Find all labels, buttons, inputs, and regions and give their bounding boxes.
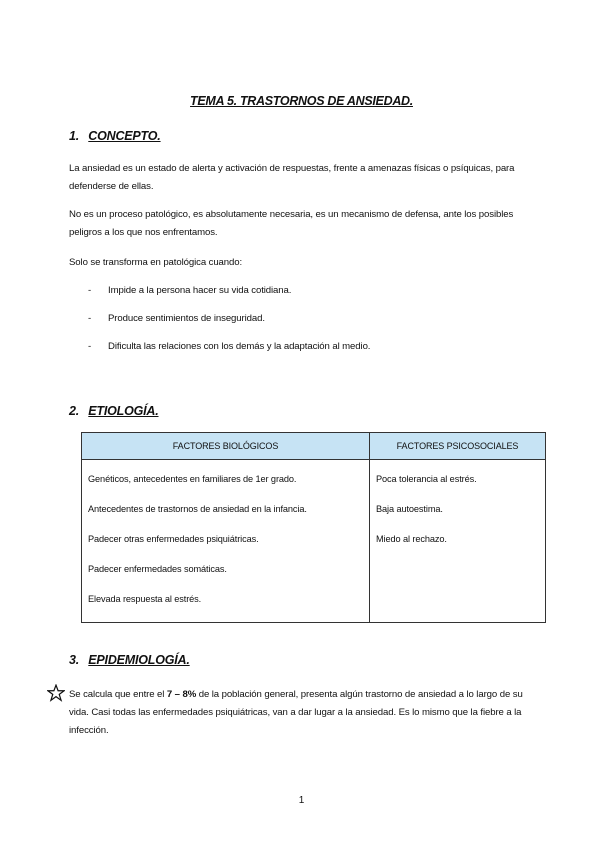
document-title: TEMA 5. TRASTORNOS DE ANSIEDAD. bbox=[190, 94, 413, 108]
list-item bbox=[88, 284, 291, 298]
page-number: 1 bbox=[298, 795, 305, 806]
section-heading-concepto bbox=[69, 129, 161, 143]
section-label: ETIOLOGÍA. bbox=[88, 404, 159, 418]
table-header-psicosociales: FACTORES PSICOSOCIALES bbox=[370, 433, 546, 460]
prevalence-highlight: 7 – 8% bbox=[166, 689, 197, 700]
table-cell-item: Genéticos, antecedentes en familiares de 1er grado. bbox=[88, 474, 297, 484]
table-cell-item: Elevada respuesta al estrés. bbox=[88, 594, 202, 604]
table-header-biologicos: FACTORES BIOLÓGICOS bbox=[82, 433, 370, 460]
bullet-marker: - bbox=[88, 341, 92, 352]
table-cell-item: Miedo al rechazo. bbox=[376, 534, 447, 544]
concepto-paragraph-3: Solo se transforma en patológica cuando: bbox=[69, 257, 243, 268]
psicosociales-cell bbox=[370, 460, 546, 623]
table-cell-item: Padecer otras enfermedades psiquiátricas. bbox=[88, 534, 259, 544]
list-item bbox=[88, 312, 265, 326]
list-item bbox=[88, 340, 370, 354]
list-item-text: Impide a la persona hacer su vida cotidiana. bbox=[108, 285, 292, 296]
star-icon bbox=[47, 684, 65, 702]
concepto-paragraph-1: La ansiedad es un estado de alerta y activación de respuestas, frente a amenazas físicas o psíquicas, para defenderse de ellas. bbox=[69, 163, 515, 192]
table-cell-item: Padecer enfermedades somáticas. bbox=[88, 564, 227, 574]
section-number: 1. bbox=[69, 129, 80, 143]
bullet-marker: - bbox=[88, 285, 92, 296]
section-heading-etiologia bbox=[69, 404, 159, 418]
list-item-text: Produce sentimientos de inseguridad. bbox=[108, 313, 265, 324]
section-label: EPIDEMIOLOGÍA. bbox=[88, 653, 190, 667]
section-number: 3. bbox=[69, 653, 80, 667]
epidemiologia-paragraph bbox=[69, 686, 537, 740]
table-cell-item: Poca tolerancia al estrés. bbox=[376, 474, 477, 484]
epidemiologia-text-after: de la población general, presenta algún trastorno de ansiedad a lo largo de su vida. Casi todas las enfermedades psiquiátricas, van a dar lugar a la ansiedad. Es lo mismo que la fiebre a la infección. bbox=[69, 689, 523, 736]
section-heading-epidemiologia bbox=[69, 653, 190, 667]
table-cell-item: Baja autoestima. bbox=[376, 504, 443, 514]
table-cell-item: Antecedentes de trastornos de ansiedad en la infancia. bbox=[88, 504, 307, 514]
table-row bbox=[82, 460, 546, 623]
biologicos-cell bbox=[82, 460, 370, 623]
concepto-paragraph-2: No es un proceso patológico, es absolutamente necesaria, es un mecanismo de defensa, ante los posibles peligros a los que nos enfrentamos. bbox=[69, 209, 514, 238]
section-label: CONCEPTO. bbox=[88, 129, 161, 143]
epidemiologia-text-before: Se calcula que entre el bbox=[69, 689, 167, 700]
section-number: 2. bbox=[69, 404, 80, 418]
bullet-marker: - bbox=[88, 313, 92, 324]
factors-table bbox=[81, 432, 546, 623]
list-item-text: Dificulta las relaciones con los demás y la adaptación al medio. bbox=[108, 341, 371, 352]
